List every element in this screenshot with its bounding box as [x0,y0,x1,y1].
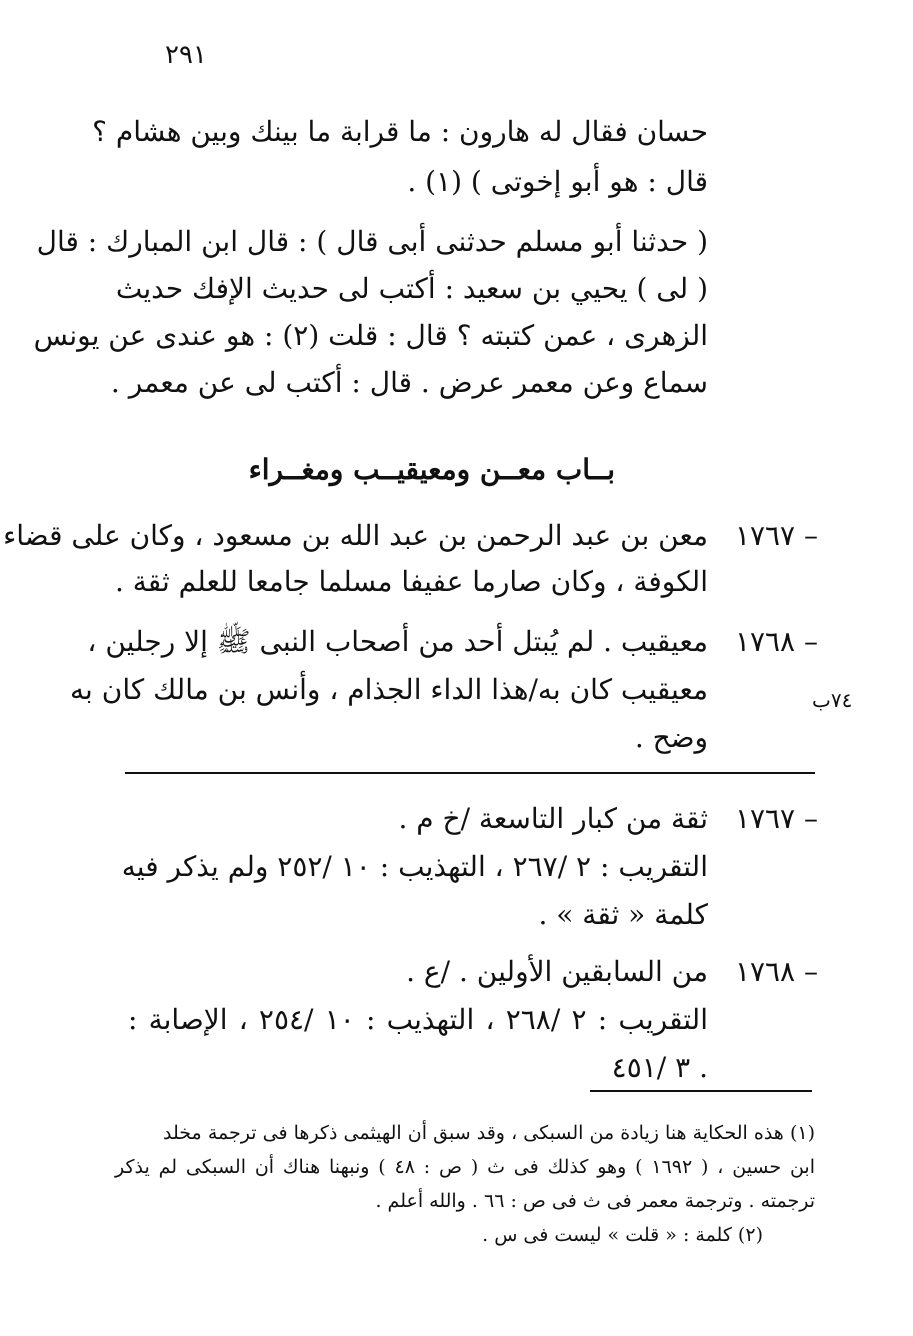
paragraph-line-3: الزهرى ، عمن كتبته ؟ قال : قلت (٢) : هو عندى عن يونس [33,319,708,352]
footnote-rule [590,1090,812,1092]
footnote-line-3: ترجمته . وترجمة معمر فى ث فى ص : ٦٦ . والله أعلم . [375,1190,815,1212]
page-number: ٢٩١ [165,40,207,70]
top-text-line-2: قال : هو أبو إخوتى ) (١) . [407,165,708,198]
section-title: بــاب معــن ومعيقيــب ومغــراء [248,453,615,486]
entry-line-2: معيقيب كان به/هذا الداء الجذام ، وأنس بن مالك كان به [70,673,708,706]
entry-number: ١٧٦٨ – [734,625,818,658]
paragraph-line-2: ( لى ) يحيي بن سعيد : أكتب لى حديث الإفك حديث [115,272,708,305]
note-line-2: التقريب : ٢ /٢٦٨ ، التهذيب : ١٠ /٢٥٤ ، الإصابة : [128,1003,708,1036]
note-line-2: التقريب : ٢ /٢٦٧ ، التهذيب : ١٠ /٢٥٢ ولم يذكر فيه [121,850,708,883]
entry-number: ١٧٦٧ – [734,519,818,552]
note-number: ١٧٦٨ – [734,955,818,988]
footnote-line-1: (١) هذه الحكاية هنا زيادة من السبكى ، وقد سبق أن الهيثمى ذكرها فى ترجمة مخلد [163,1122,815,1144]
note-line-1: من السابقين الأولين . /ع . [406,955,708,988]
entry-line-3: وضح . [634,721,708,754]
note-line-3: كلمة « ثقة » . [538,898,708,931]
note-line-3: ٣ /٤٥١ . [611,1051,708,1084]
margin-folio-note: ٧٤ب [812,688,853,712]
entry-line-1: معيقيب . لم يُبتل أحد من أصحاب النبى ﷺ إلا رجلين ، [87,625,708,658]
footnote-line-4: (٢) كلمة : « قلت » ليست فى س . [482,1224,763,1246]
footnote-line-2: ابن حسين ، ( ١٦٩٢ ) وهو كذلك فى ث ( ص : ٤٨ ) ونبهنا هناك أن السبكى لم يذكر [115,1156,815,1178]
paragraph-line-1: ( حدثنا أبو مسلم حدثنى أبى قال ) : قال ابن المبارك : قال [36,225,708,258]
note-number: ١٧٦٧ – [734,802,818,835]
paragraph-line-4: سماع وعن معمر عرض . قال : أكتب لى عن معمر . [110,366,708,399]
separator-rule [125,772,815,774]
top-text-line-1: حسان فقال له هارون : ما قرابة ما بينك وبين هشام ؟ [92,115,708,148]
entry-line-2: الكوفة ، وكان صارما عفيفا مسلما جامعا للعلم ثقة . [114,565,708,598]
entry-line-1: معن بن عبد الرحمن بن عبد الله بن مسعود ، وكان على قضاء [3,519,708,552]
note-line-1: ثقة من كبار التاسعة /خ م . [398,802,708,835]
